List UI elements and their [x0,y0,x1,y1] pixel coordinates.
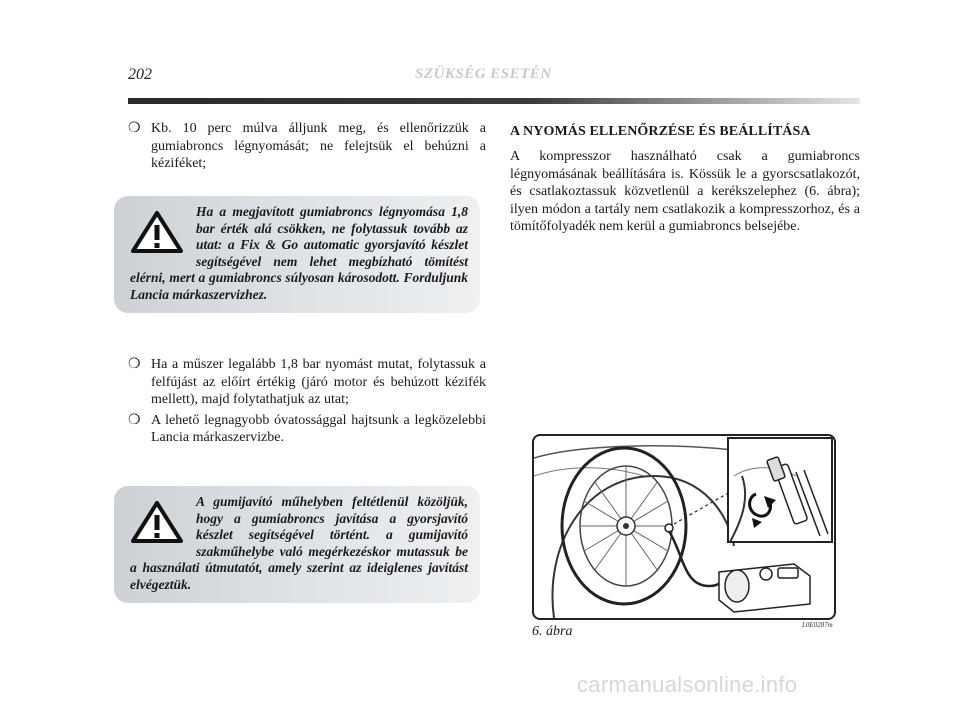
body-paragraph: A kompresszor használható csak a gumiabroncs légnyomásának beállítására is. Kössük le a gyorscsatlakozót, és csatlakoztassuk közvetlenül a kerékszelephez (6. ábra); ilyen módon a tartály nem csatlakozik a kompresszorhoz, és a tömítőfolyadék nem kerül a gumiabroncs belsejébe. [510,149,860,234]
figure-caption: 6. ábra [532,624,573,639]
section-heading: A NYOMÁS ELLENŐRZÉSE ÉS BEÁLLÍTÁSA [510,124,811,139]
list-item [128,120,486,173]
warning-box [114,486,480,603]
warning-triangle-icon [130,500,184,544]
warning-box [114,196,480,313]
figure-code: L0E0287m [802,621,833,629]
list-item [128,356,486,409]
section-title: SZÜKSÉG ESETÉN [415,66,552,82]
circle-bullet-icon: ❍ [128,357,141,372]
watermark: carmanualsonline.info [577,672,798,697]
right-column [510,124,860,236]
list-item-text: Ha a műszer legalább 1,8 bar nyomást mutat, folytassuk a felfújást az előírt értékig (járó motor és behúzott kézifék mellett), majd folytathatjuk az utat; [151,357,486,407]
warning-text: A gumijavító műhelyben feltétlenül közöljük, hogy a gumiabroncs javítása a gyorsjavító készlet segítségével történt. a gumijavító szakműhelybe való megérkezéskor mutassuk be a használati útmutatót, amely szerint az ideiglenes javítást elvégeztük. [130,494,468,592]
list-item-text: Kb. 10 perc múlva álljunk meg, és ellenőrizzük a gumiabroncs légnyomását; ne felejtsük el behúzni a kéziféket; [151,121,486,171]
list-item-text: A lehető legnagyobb óvatossággal hajtsunk a legközelebbi Lancia márkaszervizbe. [151,412,486,445]
page-number: 202 [128,66,152,83]
circle-bullet-icon: ❍ [128,121,141,136]
warning-text: Ha a megjavított gumiabroncs légnyomása 1,8 bar érték alá csökken, ne folytassuk tovább az utat: a Fix & Go automatic gyorsjavító készlet segítségével nem lehet megbízható tömítést elérni, mert a gumiabroncs súlyosan károsodott. Forduljunk Lancia márkaszervizhez. [130,204,468,302]
figure-illustration [532,434,836,620]
warning-triangle-icon [130,210,184,254]
circle-bullet-icon: ❍ [128,412,141,428]
left-column-lower [128,356,486,450]
tire-compressor-drawing [534,436,834,618]
left-column [128,120,486,176]
list-item [128,412,486,447]
compressor [719,564,810,612]
header-rule [128,98,860,104]
